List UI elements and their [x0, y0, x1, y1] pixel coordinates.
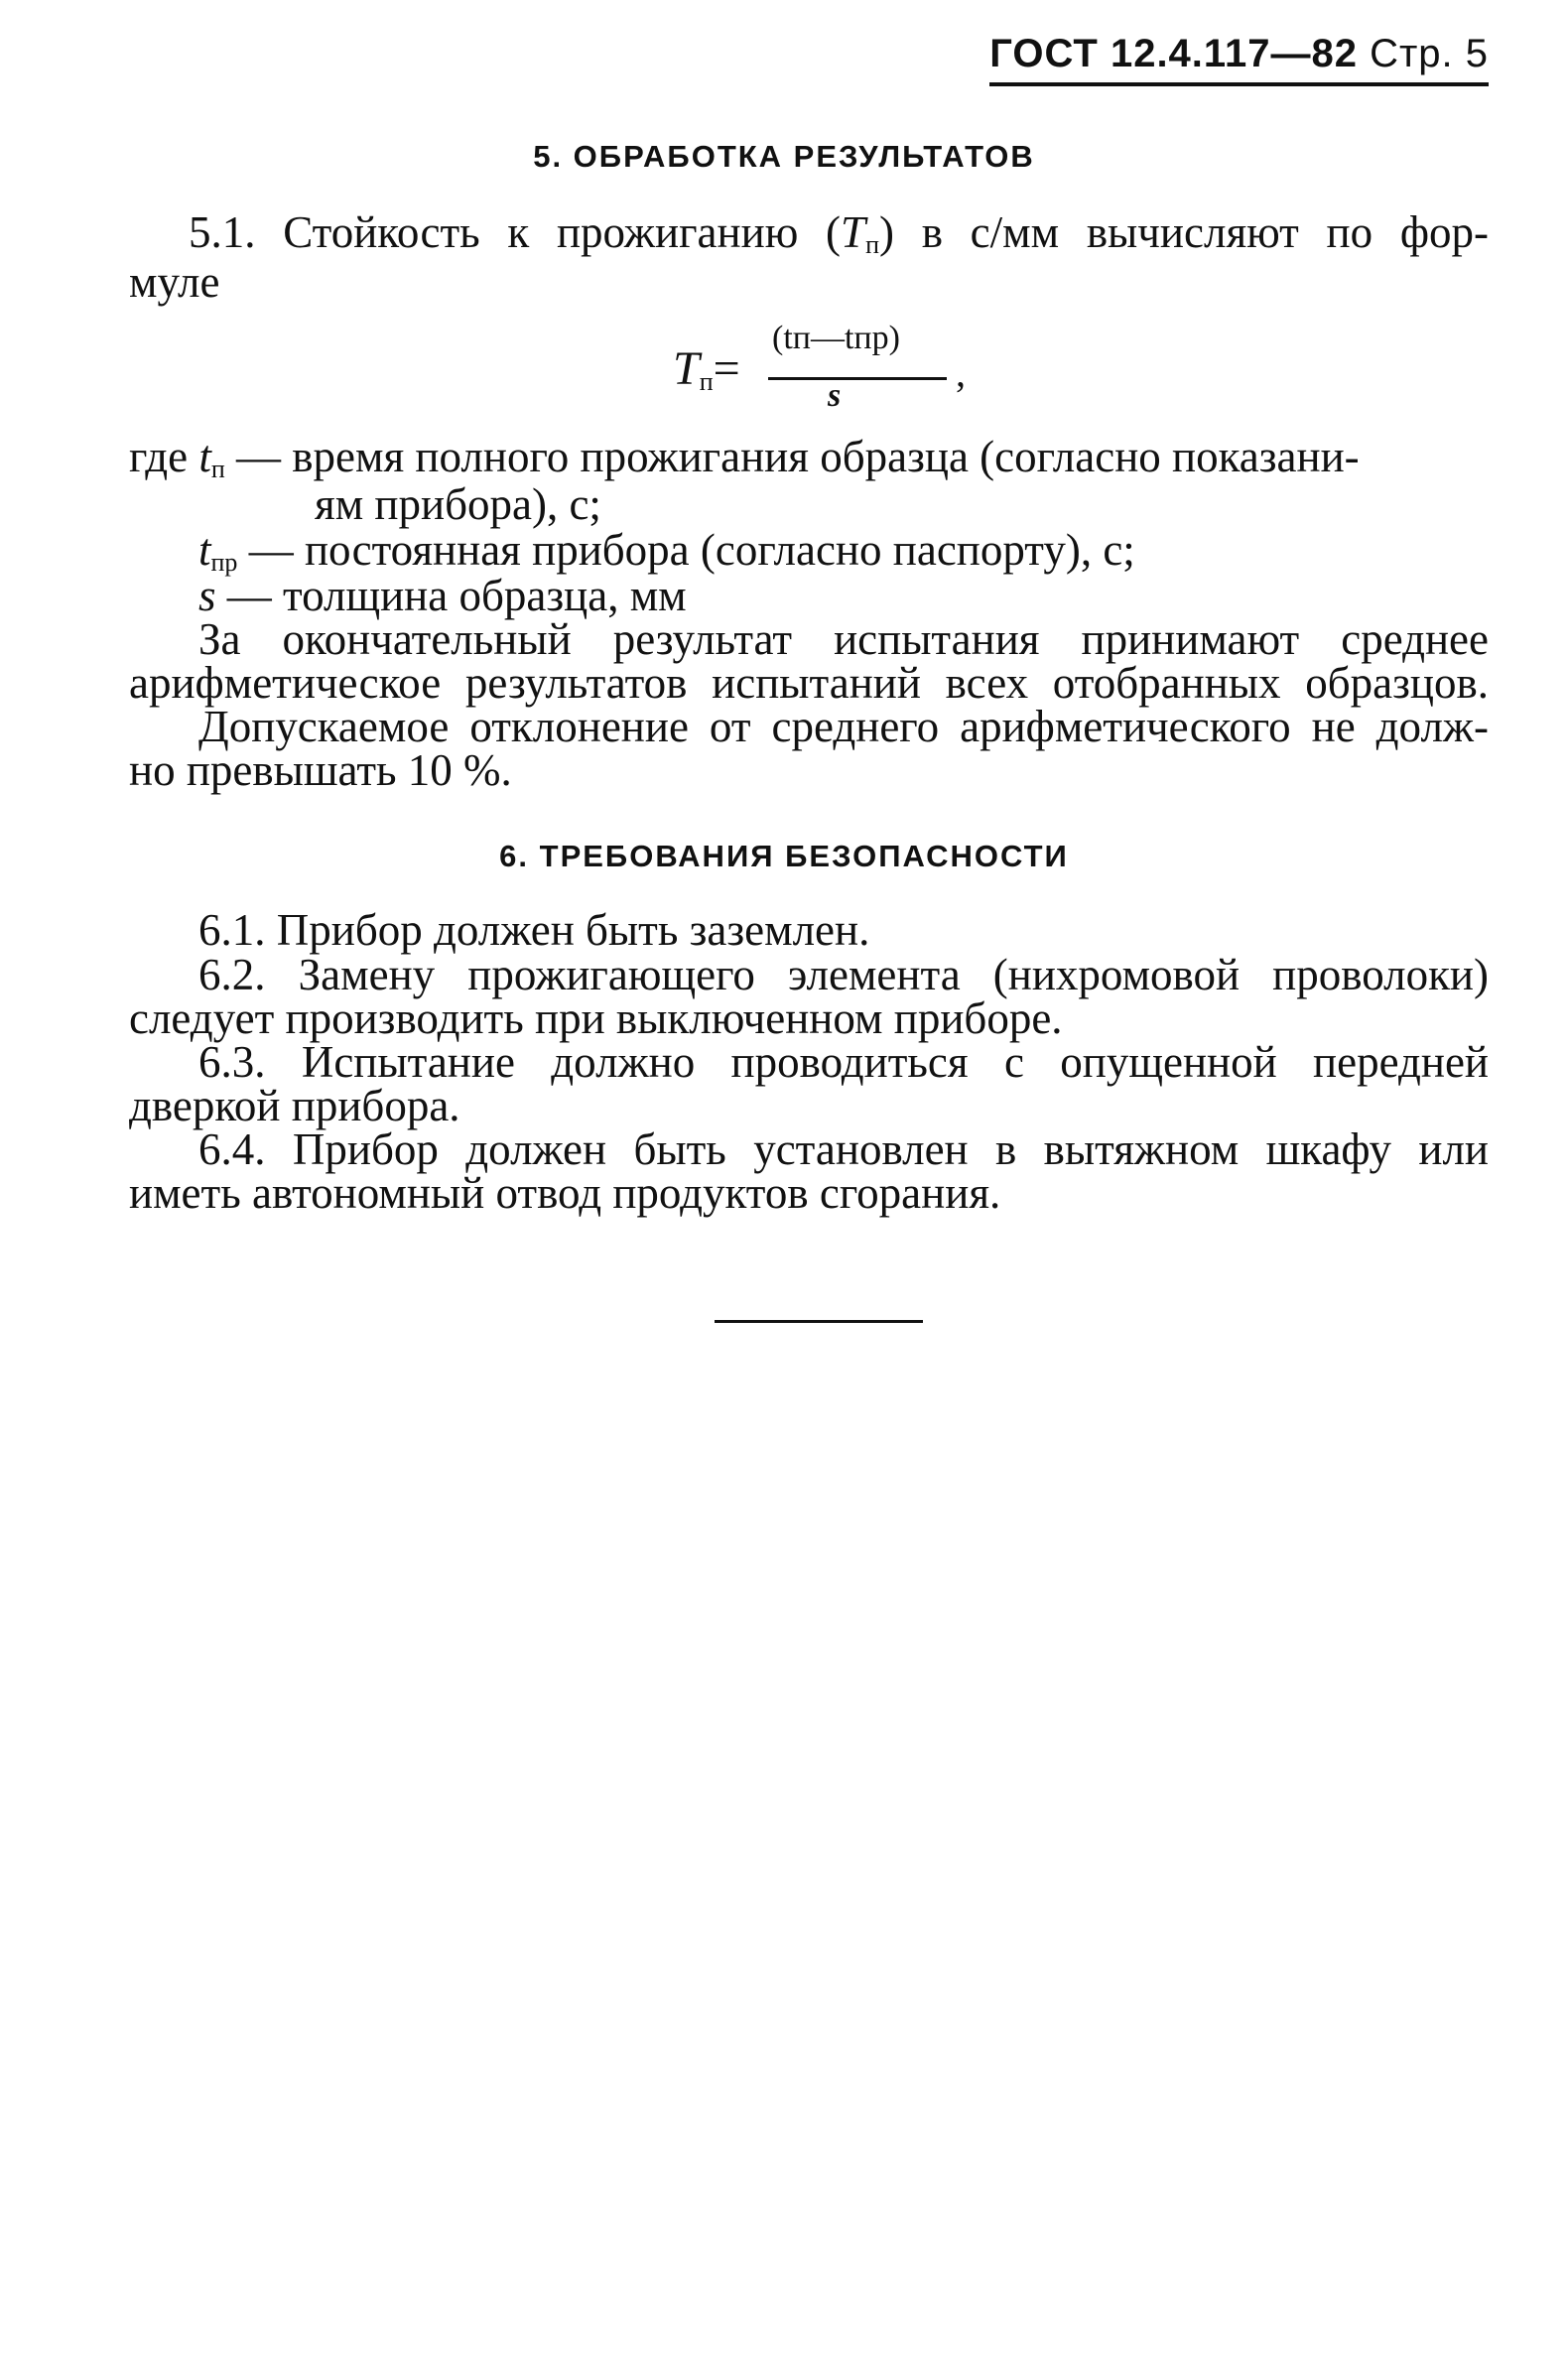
page-number: Стр. 5: [1370, 32, 1489, 75]
def-t-p: где $t_п$ — время полного прожигания образца (согласно показани-: [129, 432, 1360, 483]
para-6-3-line1: 6.3. Испытание должно проводиться с опущенной передней: [198, 1037, 1489, 1087]
para-6-2-line1: 6.2. Замену прожигающего элемента (нихромовой проволоки): [198, 950, 1489, 999]
page-header: [989, 32, 1489, 86]
para-6-2-line2: следует производить при выключенном приборе.: [129, 993, 1063, 1043]
para-6-4-line2: иметь автономный отвод продуктов сгорания.: [129, 1168, 1001, 1218]
para-final-line1: За окончательный результат испытания принимают среднее: [198, 614, 1489, 664]
para-6-4-line1: 6.4. Прибор должен быть установлен в вытяжном шкафу или: [198, 1124, 1489, 1174]
para-deviation-line2: но превышать 10 %.: [129, 745, 512, 795]
fraction-bar: [768, 377, 947, 380]
doc-number: ГОСТ 12.4.117—82: [989, 32, 1358, 75]
formula-lhs: $T_п=$: [673, 342, 740, 396]
formula-comma: ,: [956, 350, 966, 395]
para-5-1-line2: муле: [129, 257, 220, 307]
formula-burn-resistance: [673, 320, 971, 429]
formula-numerator: (tп—tпр): [772, 320, 900, 356]
section-6-title: 6. ТРЕБОВАНИЯ БЕЗОПАСНОСТИ: [499, 839, 1069, 873]
para-5-1-line1: 5.1. Стойкость к прожиганию $(T_п)$ в с/мм вычисляют по фор-: [189, 207, 1489, 259]
end-rule: [715, 1320, 923, 1323]
section-5-title: 5. ОБРАБОТКА РЕЗУЛЬТАТОВ: [533, 139, 1035, 174]
para-6-1: 6.1. Прибор должен быть заземлен.: [198, 905, 870, 955]
para-deviation-line1: Допускаемое отклонение от среднего арифметического не долж-: [198, 702, 1489, 751]
def-s: s — толщина образца, мм: [198, 571, 687, 620]
formula-denominator: s: [828, 377, 842, 414]
para-6-3-line2: дверкой прибора.: [129, 1081, 460, 1130]
def-t-pr: $t_{пр}$ — постоянная прибора (согласно паспорту), с;: [198, 525, 1135, 577]
para-final-line2: арифметическое результатов испытаний всех отобранных образцов.: [129, 658, 1489, 708]
def-t-p-cont: ям прибора), с;: [315, 479, 601, 529]
